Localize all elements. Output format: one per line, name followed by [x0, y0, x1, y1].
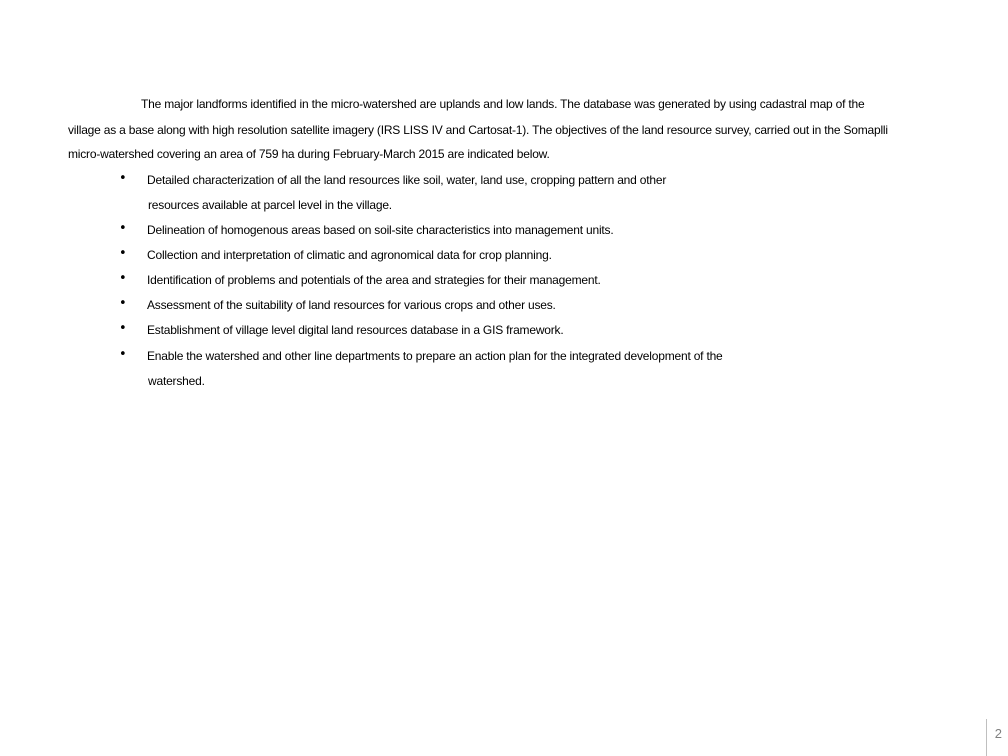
bullet-marker: •: [119, 347, 127, 362]
bullet-marker: •: [119, 321, 127, 336]
page-number-divider: [986, 719, 987, 756]
paragraph-line-3: micro-watershed covering an area of 759 ha during February-March 2015 are indicated below.: [68, 147, 550, 161]
bullet-item-database: Establishment of village level digital land resources database in a GIS framework.: [147, 323, 564, 337]
bullet-marker: •: [119, 246, 127, 261]
paragraph-line-2: village as a base along with high resolution satellite imagery (IRS LISS IV and Cartosat-1). The objectives of the land resource survey, carried out in the Somaplli: [68, 123, 888, 137]
bullet-item-suitability: Assessment of the suitability of land resources for various crops and other uses.: [147, 298, 556, 312]
bullet-item-action-plan-cont: watershed.: [148, 374, 205, 388]
bullet-item-climatic-data: Collection and interpretation of climatic and agronomical data for crop planning.: [147, 248, 552, 262]
bullet-item-characterization-cont: resources available at parcel level in the village.: [148, 198, 392, 212]
paragraph-line-1: The major landforms identified in the micro-watershed are uplands and low lands. The database was generated by using cadastral map of the: [141, 97, 865, 111]
bullet-marker: •: [119, 221, 127, 236]
page-number: 2: [994, 726, 1002, 741]
bullet-marker: •: [119, 296, 127, 311]
bullet-marker: •: [119, 171, 127, 186]
bullet-item-problems: Identification of problems and potentials of the area and strategies for their management.: [147, 273, 601, 287]
bullet-marker: •: [119, 271, 127, 286]
bullet-item-action-plan: Enable the watershed and other line departments to prepare an action plan for the integrated development of the: [147, 349, 723, 363]
bullet-item-characterization: Detailed characterization of all the land resources like soil, water, land use, cropping pattern and other: [147, 173, 667, 187]
bullet-item-delineation: Delineation of homogenous areas based on soil-site characteristics into management units.: [147, 223, 614, 237]
